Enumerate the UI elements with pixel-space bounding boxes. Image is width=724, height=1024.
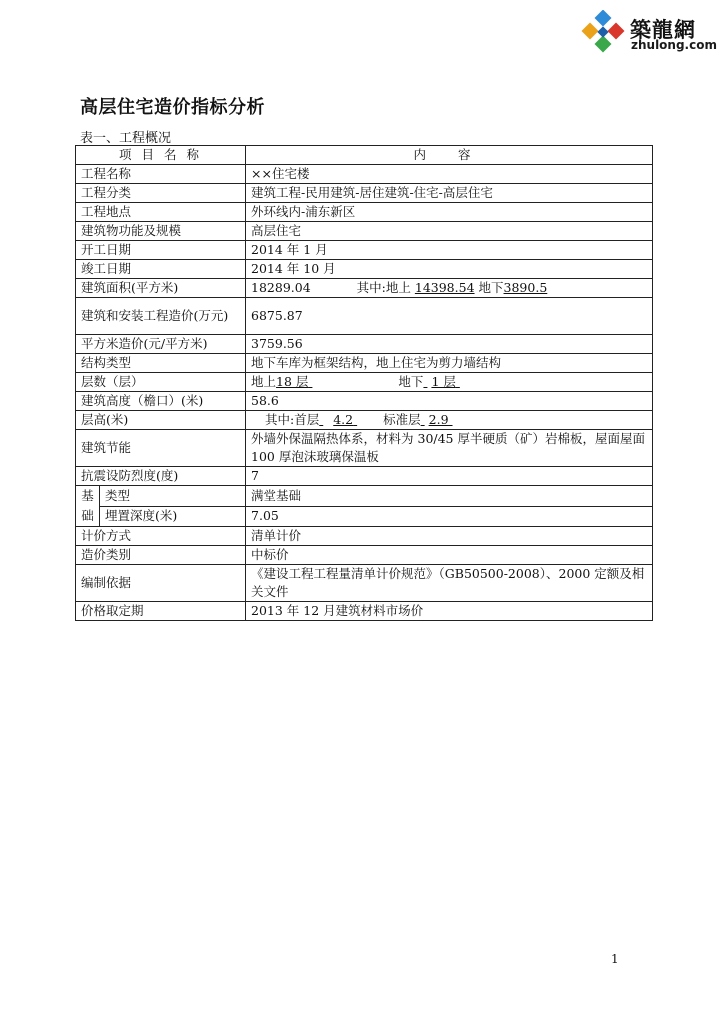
floor-height-first-text: 其中:首层 xyxy=(265,412,320,427)
row-label: 抗震设防烈度(度) xyxy=(76,467,246,486)
area-above-text: 其中:地上 xyxy=(356,280,411,295)
logo-english-text: zhulong.com xyxy=(631,38,717,52)
row-value xyxy=(246,373,653,392)
table-row xyxy=(76,165,653,184)
row-label: 造价类别 xyxy=(76,546,246,565)
floor-height-std-text: 标准层 xyxy=(383,412,421,427)
row-value: 外环线内-浦东新区 xyxy=(246,203,653,222)
table-row xyxy=(76,602,653,621)
foundation-label-b: 础 xyxy=(81,508,94,523)
table-row xyxy=(76,430,653,467)
table-row xyxy=(76,392,653,411)
row-value: 7.05 xyxy=(246,506,653,527)
row-value: 58.6 xyxy=(246,392,653,411)
area-above-value: 14398.54 xyxy=(414,280,475,295)
floors-below-text: 地下 xyxy=(398,374,424,389)
table-row xyxy=(76,203,653,222)
row-label: 建筑物功能及规模 xyxy=(76,222,246,241)
row-value: 建筑工程-民用建筑-居住建筑-住宅-高层住宅 xyxy=(246,184,653,203)
row-value: 中标价 xyxy=(246,546,653,565)
table-row xyxy=(76,373,653,392)
table-row xyxy=(76,411,653,430)
row-label: 建筑节能 xyxy=(76,430,246,467)
row-value: 满堂基础 xyxy=(246,486,653,507)
floors-above-text: 地上 xyxy=(251,374,277,389)
row-label: 价格取定期 xyxy=(76,602,246,621)
table-row xyxy=(76,335,653,354)
row-label: 工程地点 xyxy=(76,203,246,222)
row-label: 计价方式 xyxy=(76,527,246,546)
row-label: 建筑和安装工程造价(万元) xyxy=(76,298,246,335)
row-value: 高层住宅 xyxy=(246,222,653,241)
foundation-group-label xyxy=(76,486,100,527)
foundation-label-a: 基 xyxy=(81,488,94,503)
header-item-name: 项 目 名 称 xyxy=(76,146,246,165)
floor-height-std-value: 2.9 xyxy=(428,412,449,427)
table-header-row xyxy=(76,146,653,165)
row-value: 2014 年 10 月 xyxy=(246,260,653,279)
table-row xyxy=(76,486,653,507)
floor-height-first-value: 4.2 xyxy=(333,412,354,427)
row-label: 工程名称 xyxy=(76,165,246,184)
row-value: 《建设工程工程量清单计价规范》（GB50500-2008）、2000 定额及相关文件 xyxy=(246,565,653,602)
page-number: 1 xyxy=(611,952,619,966)
table-row xyxy=(76,298,653,335)
row-label: 类型 xyxy=(100,486,246,507)
row-label: 平方米造价(元/平方米) xyxy=(76,335,246,354)
table-row xyxy=(76,546,653,565)
area-below-value: 3890.5 xyxy=(503,280,548,295)
zhulong-logo-icon xyxy=(580,10,628,58)
zhulong-logo xyxy=(580,8,717,60)
row-label: 埋置深度(米) xyxy=(100,506,246,527)
row-label: 建筑面积(平方米) xyxy=(76,279,246,298)
table-row xyxy=(76,279,653,298)
table-row xyxy=(76,527,653,546)
table-row xyxy=(76,506,653,527)
row-label: 开工日期 xyxy=(76,241,246,260)
row-label: 竣工日期 xyxy=(76,260,246,279)
table-row xyxy=(76,467,653,486)
header-content: 内 容 xyxy=(246,146,653,165)
row-value: 6875.87 xyxy=(246,298,653,335)
table-row xyxy=(76,184,653,203)
logo-chinese-text: 築龍網 xyxy=(630,17,696,42)
row-label: 层数（层） xyxy=(76,373,246,392)
table-row xyxy=(76,241,653,260)
row-value: 2013 年 12 月建筑材料市场价 xyxy=(246,602,653,621)
area-below-text: 地下 xyxy=(478,280,504,295)
row-label: 建筑高度（檐口）(米) xyxy=(76,392,246,411)
row-value: 3759.56 xyxy=(246,335,653,354)
table-row xyxy=(76,222,653,241)
document-title: 高层住宅造价指标分析 xyxy=(80,97,265,118)
row-value: 7 xyxy=(246,467,653,486)
row-value: 清单计价 xyxy=(246,527,653,546)
table-caption: 表一、工程概况 xyxy=(80,131,172,146)
row-value xyxy=(246,411,653,430)
row-label: 结构类型 xyxy=(76,354,246,373)
floors-below-value: 1 层 xyxy=(431,374,456,389)
row-label: 编制依据 xyxy=(76,565,246,602)
table-row xyxy=(76,260,653,279)
row-label: 工程分类 xyxy=(76,184,246,203)
row-value xyxy=(246,279,653,298)
row-label: 层高(米) xyxy=(76,411,246,430)
floors-above-value: 18 层 xyxy=(276,374,309,389)
row-value: 2014 年 1 月 xyxy=(246,241,653,260)
table-row xyxy=(76,565,653,602)
row-value: ××住宅楼 xyxy=(246,165,653,184)
row-value: 地下车库为框架结构，地上住宅为剪力墙结构 xyxy=(246,354,653,373)
project-overview-table xyxy=(75,145,653,621)
table-row xyxy=(76,354,653,373)
row-value: 外墙外保温隔热体系，材料为 30/45 厚半硬质（矿）岩棉板，屋面屋面 100 厚泡沫玻璃保温板 xyxy=(246,430,653,467)
area-total: 18289.04 xyxy=(251,280,311,295)
